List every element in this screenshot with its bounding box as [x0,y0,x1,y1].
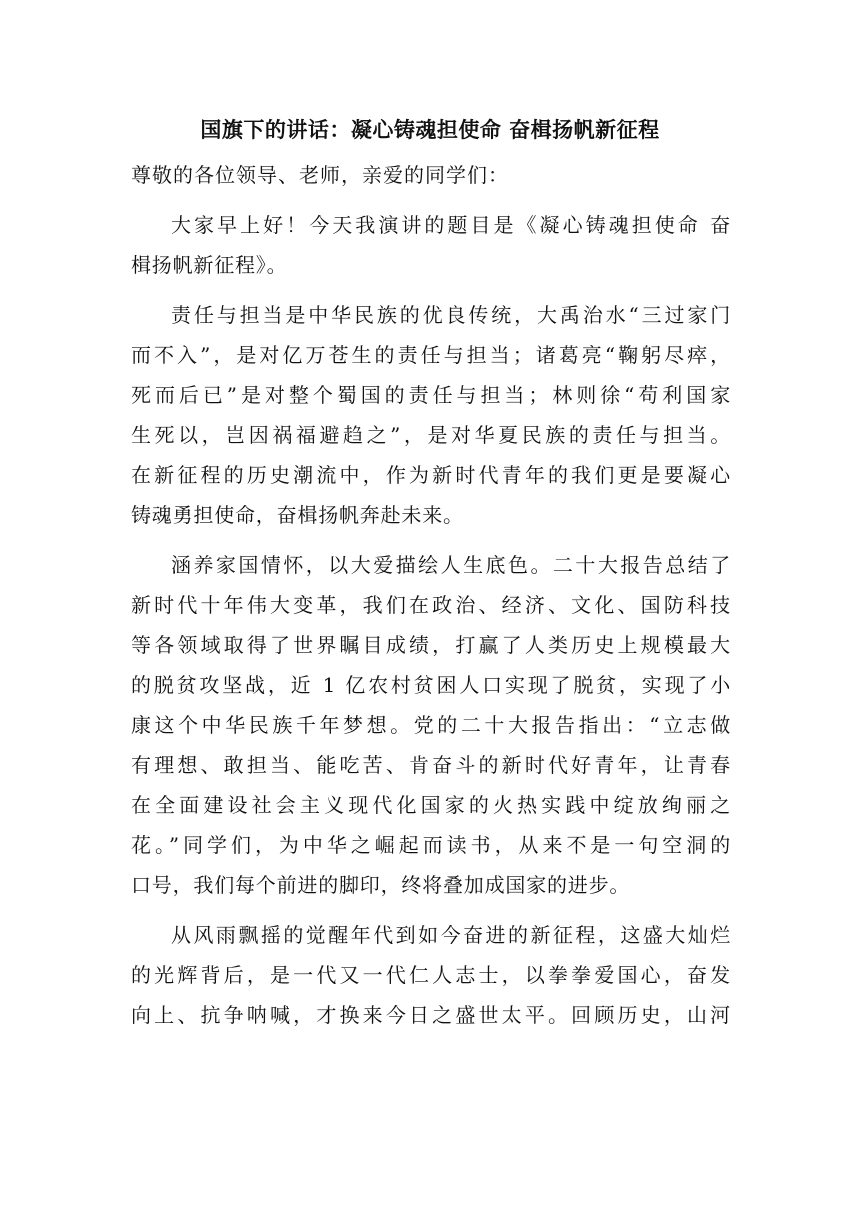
text-line: 等各领域取得了世界瞩目成绩，打赢了人类历史上规模最大 [131,633,731,657]
text-line: 楫扬帆新征程》。 [131,253,288,277]
document-body [131,155,731,1045]
text-line: 口号，我们每个前进的脚印，终将叠加成国家的进步。 [131,873,631,897]
text-line: 生死以，岂因祸福避趋之”，是对华夏民族的责任与担当。 [131,423,731,447]
text-line: 涵养家国情怀，以大爱描绘人生底色。二十大报告总结了 [171,553,731,577]
text-line: 死而后已”是对整个蜀国的责任与担当；林则徐“苟利国家 [131,383,731,407]
text-line: 的光辉背后，是一代又一代仁人志士，以拳拳爱国心，奋发 [131,963,731,987]
paragraph-responsibility [131,295,731,535]
paragraph-patriotism [131,545,731,905]
text-line: 而不入”，是对亿万苍生的责任与担当；诸葛亮“鞠躬尽瘁， [131,343,731,367]
text-line: 在全面建设社会主义现代化国家的火热实践中绽放绚丽之 [131,793,731,817]
text-line: 有理想、敢担当、能吃苦、肯奋斗的新时代好青年，让青春 [131,753,731,777]
paragraph-history [131,915,731,1035]
text-line: 的脱贫攻坚战，近 1 亿农村贫困人口实现了脱贫，实现了小 [131,673,731,697]
page-title: 国旗下的讲话：凝心铸魂担使命 奋楫扬帆新征程 [200,118,660,142]
text-line: 新时代十年伟大变革，我们在政治、经济、文化、国防科技 [131,593,731,617]
text-line: 大家早上好！今天我演讲的题目是《凝心铸魂担使命 奋 [171,213,731,237]
text-line: 花。”同学们，为中华之崛起而读书，从来不是一句空洞的 [131,833,731,857]
text-line: 责任与担当是中华民族的优良传统，大禹治水“三过家门 [171,303,731,327]
text-line: 向上、抗争呐喊，才换来今日之盛世太平。回顾历史，山河 [131,1003,731,1027]
text-line: 铸魂勇担使命，奋楫扬帆奔赴未来。 [131,503,464,527]
text-line: 从风雨飘摇的觉醒年代到如今奋进的新征程，这盛大灿烂 [171,923,731,947]
salutation: 尊敬的各位领导、老师，亲爱的同学们： [131,163,509,187]
text-line: 在新征程的历史潮流中，作为新时代青年的我们更是要凝心 [131,463,731,487]
paragraph-greeting [131,205,731,285]
text-line: 康这个中华民族千年梦想。党的二十大报告指出：“立志做 [131,713,731,737]
